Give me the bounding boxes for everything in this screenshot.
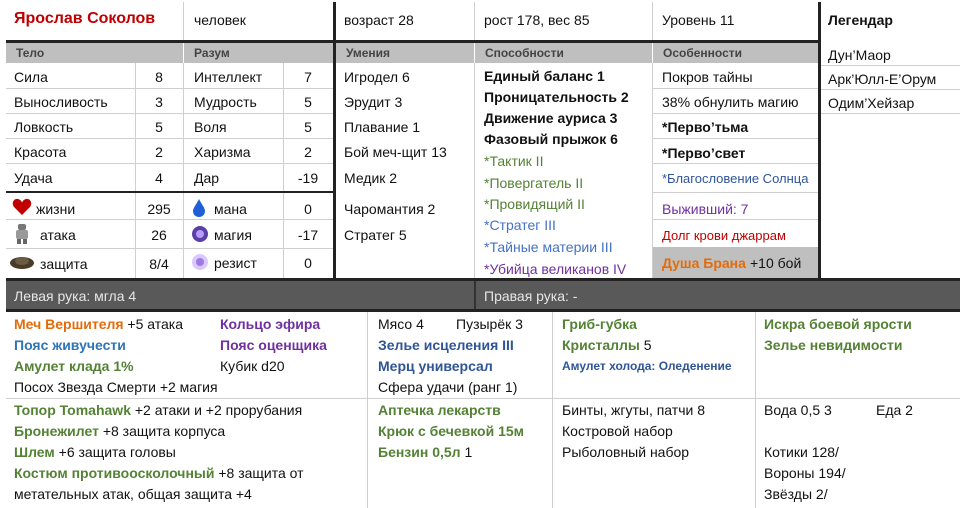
- feature-item: +10 бой: [750, 255, 802, 271]
- right-hand: Правая рука: -: [484, 288, 578, 304]
- section-abilities-header: Способности: [475, 43, 652, 63]
- vital-label: жизни: [36, 201, 76, 217]
- divider: [6, 398, 960, 399]
- stat-value: -19: [297, 170, 319, 186]
- divider: [653, 163, 818, 164]
- divider: [6, 113, 333, 114]
- section-body-header: Тело: [6, 43, 183, 63]
- equip-suit-cont: метательных атак, общая защита +4: [14, 486, 252, 502]
- ability-item: Проницательность 2: [484, 89, 629, 105]
- stat-value: 4: [155, 170, 163, 186]
- legend-item: Одим’Хейзар: [828, 95, 915, 111]
- divider: [135, 63, 136, 278]
- vital-label: защита: [40, 256, 88, 272]
- divider: [6, 219, 333, 220]
- ability-item: *Убийца великанов IV: [484, 261, 627, 277]
- thick-border: [818, 2, 821, 278]
- item-spark: Искра боевой ярости: [764, 316, 912, 332]
- stat-value: 5: [155, 119, 163, 135]
- item-invis: Зелье невидимости: [764, 337, 903, 353]
- divider: [183, 63, 184, 278]
- item-stars: Звёзды 2/: [764, 486, 828, 502]
- ability-item: Единый баланс 1: [484, 68, 605, 84]
- stat-label: Выносливость: [14, 94, 108, 110]
- skill-item: Медик 2: [344, 170, 398, 186]
- divider: [6, 88, 333, 89]
- feature-item: 38% обнулить магию: [662, 94, 799, 110]
- divider: [755, 312, 756, 508]
- divider: [474, 2, 475, 40]
- race: человек: [194, 12, 246, 28]
- vital-value: 8/4: [149, 256, 169, 272]
- legend-item: Дун’Маор: [828, 47, 891, 63]
- item-bandages: Бинты, жгуты, патчи 8: [562, 402, 705, 418]
- divider: [283, 63, 284, 278]
- ability-item: *Стратег III: [484, 217, 556, 233]
- divider: [474, 281, 476, 309]
- legend-title: Легендар: [828, 12, 893, 28]
- stat-label: Воля: [194, 119, 227, 135]
- stat-value: 8: [155, 69, 163, 85]
- divider: [653, 113, 818, 114]
- equip-amulet: Амулет клада 1%: [14, 358, 134, 374]
- skill-item: Бой меч-щит 13: [344, 144, 447, 160]
- ability-item: Фазовый прыжок 6: [484, 131, 618, 147]
- skill-item: Эрудит 3: [344, 94, 403, 110]
- stat-value: 5: [304, 94, 312, 110]
- feature-item: Покров тайны: [662, 69, 753, 85]
- thick-border: [6, 191, 333, 193]
- divider: [652, 63, 653, 278]
- divider: [652, 2, 653, 40]
- equip-ring: Кольцо эфира: [220, 316, 321, 332]
- vital-value: 0: [304, 255, 312, 271]
- equip-belt-eval: Пояс оценщика: [220, 337, 327, 353]
- vital-label: резист: [214, 255, 257, 271]
- equip-belt-life: Пояс живучести: [14, 337, 126, 353]
- section-skills-header: Умения: [336, 43, 474, 63]
- character-name: Ярослав Соколов: [14, 10, 156, 27]
- item-sphere: Сфера удачи (ранг 1): [378, 379, 518, 395]
- item-cold-amulet: Амулет холода: Оледенение: [562, 359, 732, 373]
- vital-value: 0: [304, 201, 312, 217]
- level: Уровень 11: [662, 12, 735, 28]
- ability-item: *Провидящий II: [484, 196, 585, 212]
- stat-label: Красота: [14, 144, 67, 160]
- hands-bar: [6, 281, 960, 309]
- divider: [367, 312, 368, 508]
- stat-label: Ловкость: [14, 119, 74, 135]
- item-fuel: Бензин 0,5л 1: [378, 444, 473, 460]
- heart-icon: [12, 198, 32, 216]
- equip-axe: Топор Tomahawk +2 атаки и +2 прорубания: [14, 402, 303, 418]
- vital-value: 26: [151, 227, 167, 243]
- item-water: Вода 0,5 3: [764, 402, 832, 418]
- divider: [653, 138, 818, 139]
- item-fishing: Рыболовный набор: [562, 444, 690, 460]
- stat-value: 2: [304, 144, 312, 160]
- skill-item: Чаромантия 2: [344, 201, 436, 217]
- item-crows: Вороны 194/: [764, 465, 846, 481]
- feature-item: *Перво’тьма: [662, 119, 749, 135]
- height-weight: рост 178, вес 85: [484, 12, 590, 28]
- item-fire: Костровой набор: [562, 423, 673, 439]
- magic-orb-icon: [191, 225, 209, 243]
- divider: [552, 312, 553, 508]
- section-features-header: Особенности: [653, 43, 818, 63]
- stat-value: 5: [304, 119, 312, 135]
- vital-label: магия: [214, 227, 252, 243]
- divider: [821, 65, 960, 66]
- item-hook: Крюк с бечевкой 15м: [378, 423, 525, 439]
- equip-staff: Посох Звезда Смерти +2 магия: [14, 379, 218, 395]
- item-healing: Зелье исцеления III: [378, 337, 514, 353]
- item-firstaid: Аптечка лекарств: [378, 402, 501, 418]
- stat-label: Дар: [194, 170, 220, 186]
- feature-item: *Благословение Солнца: [662, 171, 809, 186]
- vital-label: мана: [214, 201, 247, 217]
- divider: [183, 2, 184, 40]
- resist-orb-icon: [191, 253, 209, 271]
- vital-value: -17: [297, 227, 319, 243]
- equip-dice: Кубик d20: [220, 358, 285, 374]
- divider: [653, 192, 818, 193]
- divider: [821, 89, 960, 90]
- left-hand: Левая рука: мгла 4: [14, 288, 137, 304]
- feature-item: Выживший: 7: [662, 201, 749, 217]
- item-crystals: Кристаллы 5: [562, 337, 652, 353]
- stat-label: Сила: [14, 69, 48, 85]
- divider: [6, 138, 333, 139]
- equip-suit: Костюм противоосколочный +8 защита от: [14, 465, 304, 481]
- vital-label: атака: [40, 227, 76, 243]
- ability-item: *Повергатель II: [484, 175, 584, 191]
- feature-item: *Перво’свет: [662, 145, 746, 161]
- item-mushroom: Гриб-губка: [562, 316, 637, 332]
- feature-item: Долг крови джаррам: [662, 228, 786, 243]
- mana-drop-icon: [191, 198, 207, 218]
- ability-item: *Тайные материи III: [484, 239, 613, 255]
- thick-border: [6, 309, 960, 312]
- item-cats: Котики 128/: [764, 444, 839, 460]
- legend-item: Арк’Юлл-Е’Орум: [828, 71, 937, 87]
- item-bubbles: Пузырёк 3: [456, 316, 523, 332]
- divider: [821, 113, 960, 114]
- item-meat: Мясо 4: [378, 316, 424, 332]
- vital-value: 295: [147, 201, 171, 217]
- stat-label: Удача: [14, 170, 53, 186]
- ability-item: *Тактик II: [484, 153, 544, 169]
- stat-label: Харизма: [194, 144, 251, 160]
- divider: [6, 163, 333, 164]
- stat-label: Интеллект: [194, 69, 263, 85]
- divider: [474, 63, 475, 278]
- stat-value: 3: [155, 94, 163, 110]
- age: возраст 28: [344, 12, 414, 28]
- shield-icon: [8, 253, 36, 271]
- skill-item: Стратег 5: [344, 227, 407, 243]
- skill-item: Игродел 6: [344, 69, 410, 85]
- skill-item: Плавание 1: [344, 119, 421, 135]
- divider: [653, 88, 818, 89]
- equip-helmet: Шлем +6 защита головы: [14, 444, 176, 460]
- stat-label: Мудрость: [194, 94, 257, 110]
- divider: [653, 219, 818, 220]
- feature-item: Душа Брана: [662, 255, 746, 271]
- stat-value: 2: [155, 144, 163, 160]
- armor-icon: [13, 223, 31, 245]
- item-food: Еда 2: [876, 402, 913, 418]
- item-merc: Мерц универсал: [378, 358, 493, 374]
- divider: [6, 248, 333, 249]
- ability-item: Движение ауриса 3: [484, 110, 618, 126]
- equip-sword: Меч Вершителя +5 атака: [14, 316, 184, 332]
- equip-vest: Бронежилет +8 защита корпуса: [14, 423, 226, 439]
- stat-value: 7: [304, 69, 312, 85]
- section-mind-header: Разум: [184, 43, 333, 63]
